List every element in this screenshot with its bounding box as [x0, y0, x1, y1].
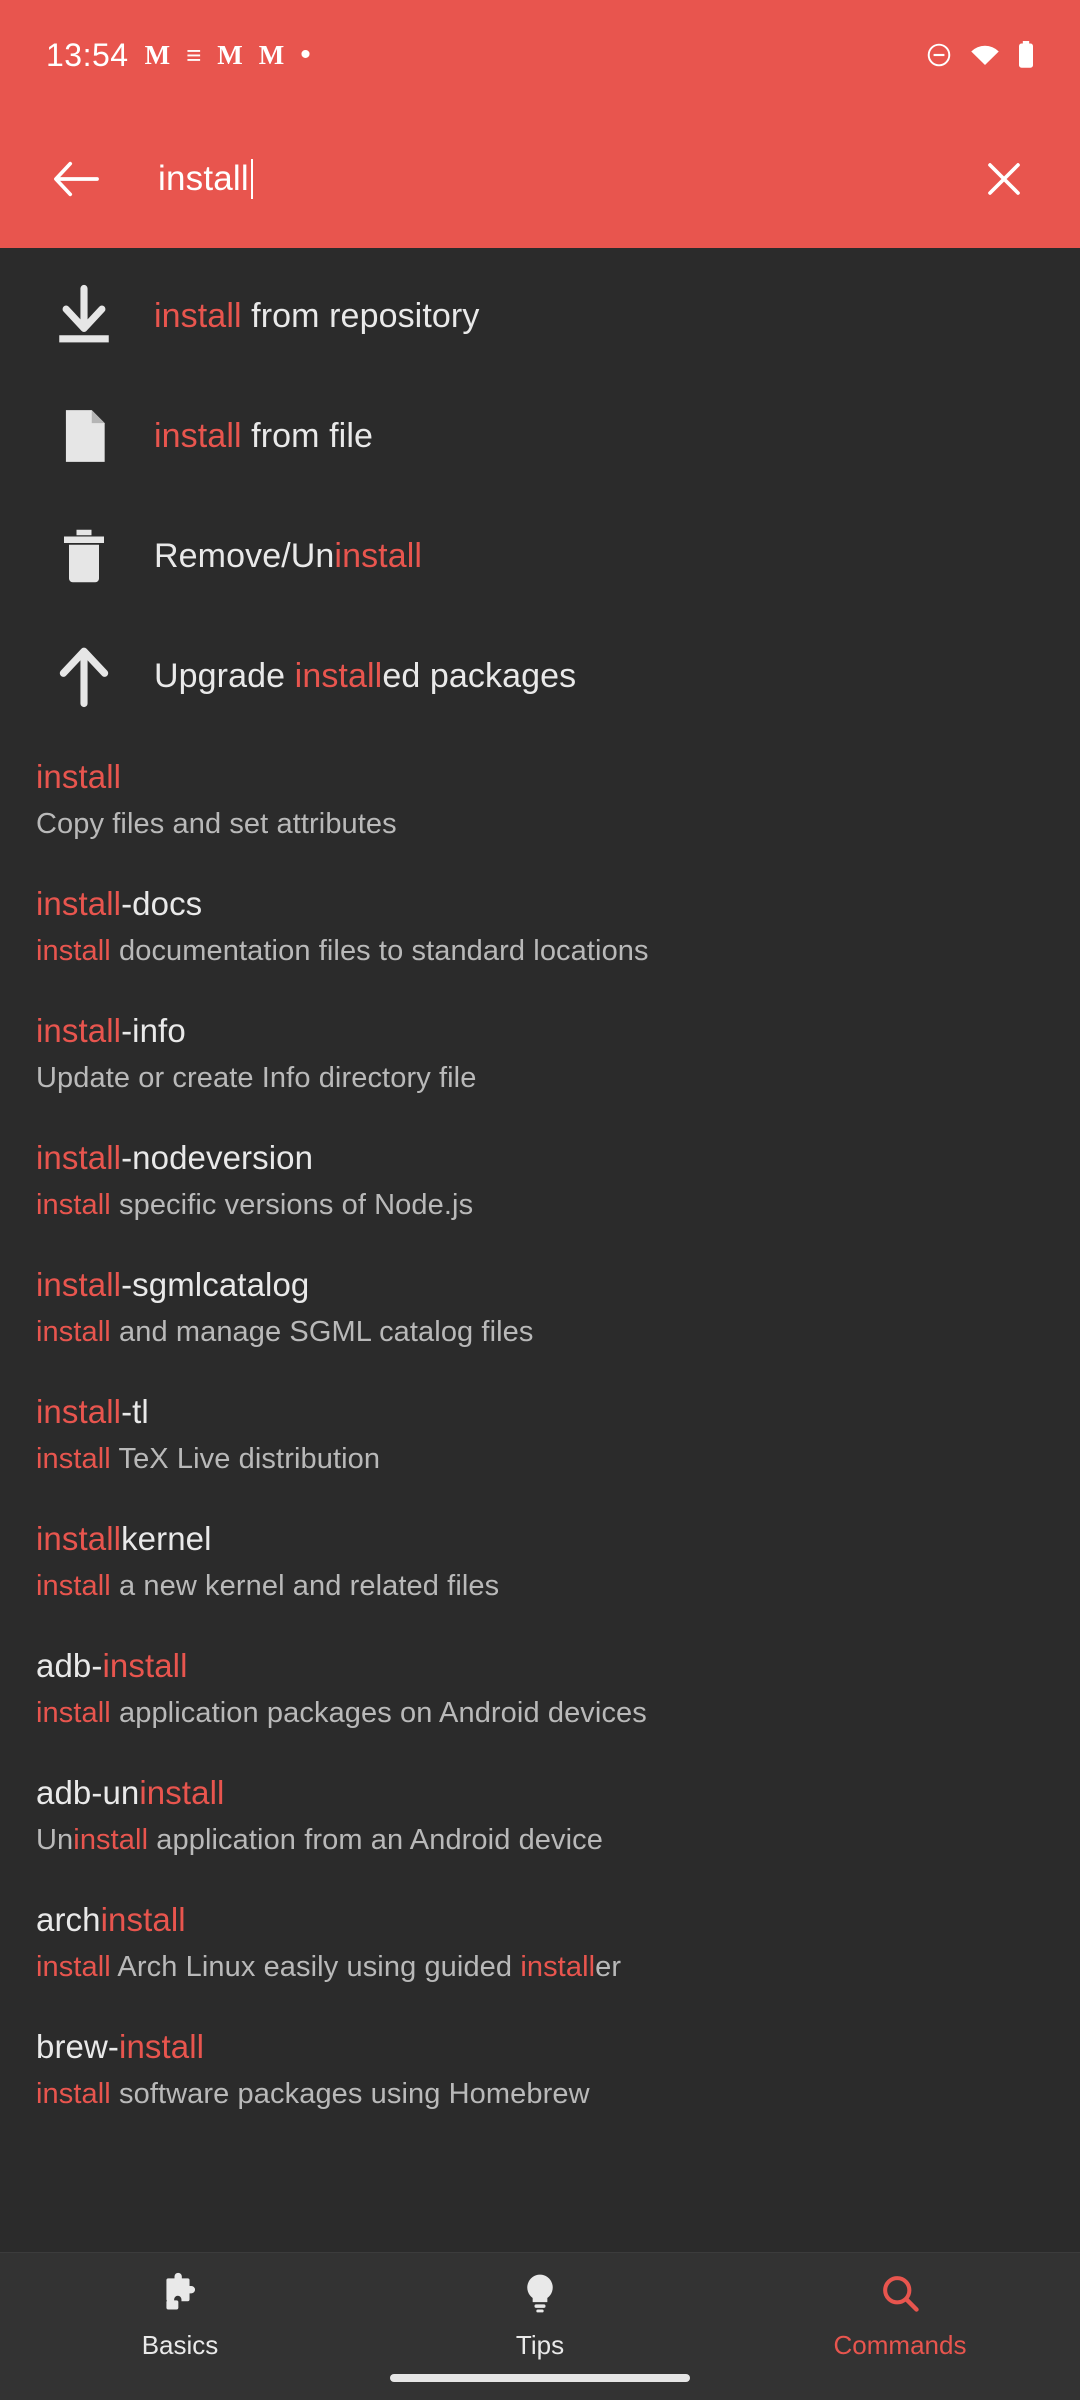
back-arrow-icon — [53, 161, 99, 197]
result-description — [36, 1570, 1044, 1603]
nav-item-basics[interactable] — [0, 2271, 360, 2361]
gmail-icon: M — [217, 39, 243, 70]
result-title — [36, 1647, 1044, 1685]
result-description — [36, 1316, 1044, 1349]
match-highlight: install — [36, 1139, 122, 1176]
status-bar-left — [46, 37, 311, 74]
match-highlight: install — [36, 1189, 111, 1221]
battery-icon — [1018, 41, 1034, 69]
result-description — [36, 1062, 1044, 1095]
text-fragment: documentation files to standard locations — [110, 935, 649, 967]
list-item[interactable] — [36, 1774, 1044, 1857]
text-fragment: -info — [121, 1012, 186, 1049]
match-highlight: install — [520, 1951, 596, 1983]
match-highlight: install — [36, 1697, 111, 1729]
action-label: install from repository — [154, 296, 480, 335]
list-item[interactable] — [36, 2028, 1044, 2111]
match-highlight: install — [36, 1393, 122, 1430]
match-highlight: install — [36, 1951, 111, 1983]
text-fragment: arch — [36, 1901, 101, 1938]
nav-item-commands[interactable] — [720, 2271, 1080, 2361]
result-description — [36, 2078, 1044, 2111]
text-fragment: Un — [36, 1824, 74, 1856]
match-highlight: install — [36, 758, 122, 795]
back-button[interactable] — [46, 149, 106, 209]
result-title — [36, 1774, 1044, 1812]
gesture-home-bar[interactable] — [390, 2374, 690, 2382]
wifi-icon — [970, 43, 1000, 67]
trash-icon — [36, 508, 132, 604]
status-bar — [0, 0, 1080, 110]
status-bar-clock: 13:54 — [46, 36, 129, 73]
close-icon — [983, 158, 1025, 200]
status-bar-right — [926, 41, 1034, 69]
text-fragment: Copy files and set attributes — [36, 808, 397, 840]
match-highlight: install — [36, 1443, 111, 1475]
clear-search-button[interactable] — [974, 149, 1034, 209]
result-description — [36, 1951, 1044, 1984]
action-install-from-repository[interactable] — [0, 256, 1080, 376]
text-fragment: adb-un — [36, 1774, 140, 1811]
search-input-value: install — [158, 159, 249, 198]
result-title — [36, 885, 1044, 923]
match-highlight: install — [36, 1570, 111, 1602]
do-not-disturb-icon — [926, 42, 952, 68]
file-icon — [36, 388, 132, 484]
text-fragment: a new kernel and related files — [110, 1570, 500, 1602]
result-description — [36, 1443, 1044, 1476]
text-fragment: application from an Android device — [148, 1824, 604, 1856]
text-fragment: er — [595, 1951, 622, 1983]
list-item[interactable] — [36, 1139, 1044, 1222]
result-title — [36, 1901, 1044, 1939]
action-label: Upgrade installed packages — [154, 656, 577, 695]
search-input[interactable] — [158, 159, 974, 199]
list-item[interactable] — [36, 1393, 1044, 1476]
result-title — [36, 1393, 1044, 1431]
search-icon — [878, 2271, 922, 2320]
result-description — [36, 1189, 1044, 1222]
match-highlight: install — [36, 885, 122, 922]
match-highlight: install — [36, 935, 111, 967]
lightbulb-icon — [518, 2271, 562, 2320]
match-highlight: install — [102, 1647, 188, 1684]
list-fade-mask — [0, 2216, 1080, 2252]
text-fragment: application packages on Android devices — [110, 1697, 647, 1729]
quick-actions-list — [0, 248, 1080, 736]
result-title — [36, 1012, 1044, 1050]
result-description — [36, 935, 1044, 968]
download-icon — [36, 268, 132, 364]
result-description — [36, 808, 1044, 841]
match-highlight: install — [119, 2028, 205, 2065]
nav-label: Commands — [833, 2330, 967, 2360]
list-icon: ≡ — [186, 40, 202, 70]
match-highlight: install — [36, 1266, 122, 1303]
match-highlight: install — [139, 1774, 225, 1811]
match-highlight: install — [100, 1901, 186, 1938]
list-item[interactable] — [36, 1647, 1044, 1730]
result-description — [36, 1824, 1044, 1857]
list-item[interactable] — [36, 1901, 1044, 1984]
gmail-icon: M — [258, 39, 285, 70]
text-fragment: software packages using Homebrew — [110, 2078, 590, 2110]
text-fragment: -tl — [121, 1393, 149, 1430]
text-fragment: adb- — [36, 1647, 103, 1684]
list-item[interactable] — [36, 758, 1044, 841]
text-fragment: TeX Live distribution — [110, 1443, 381, 1475]
text-fragment: brew- — [36, 2028, 120, 2065]
match-highlight: install — [36, 2078, 111, 2110]
puzzle-icon — [158, 2271, 202, 2320]
text-fragment: kernel — [121, 1520, 212, 1557]
nav-label: Tips — [515, 2330, 565, 2360]
match-highlight: install — [36, 1012, 122, 1049]
result-title — [36, 1266, 1044, 1304]
upload-icon — [36, 628, 132, 724]
action-label: install from file — [154, 416, 373, 455]
list-item[interactable] — [36, 1520, 1044, 1603]
dot-icon: • — [300, 38, 311, 71]
result-title — [36, 1139, 1044, 1177]
text-fragment: Update or create Info directory file — [36, 1062, 477, 1094]
result-description — [36, 1697, 1044, 1730]
text-fragment: and manage SGML catalog files — [110, 1316, 534, 1348]
gmail-icon: M — [144, 39, 171, 70]
text-fragment: -sgmlcatalog — [121, 1266, 310, 1303]
action-upgrade-installed-packages[interactable] — [0, 616, 1080, 736]
list-item[interactable] — [36, 1012, 1044, 1095]
result-title — [36, 2028, 1044, 2066]
match-highlight: install — [36, 1316, 111, 1348]
list-item[interactable] — [36, 885, 1044, 968]
text-fragment: Arch Linux easily using guided — [110, 1951, 521, 1983]
text-fragment: specific versions of Node.js — [110, 1189, 474, 1221]
action-remove-uninstall[interactable] — [0, 496, 1080, 616]
nav-label: Basics — [141, 2330, 219, 2360]
result-title — [36, 1520, 1044, 1558]
nav-item-tips[interactable] — [360, 2271, 720, 2361]
list-item[interactable] — [36, 1266, 1044, 1349]
result-title — [36, 758, 1044, 796]
text-caret — [251, 159, 253, 199]
search-bar — [0, 110, 1080, 248]
match-highlight: install — [36, 1520, 122, 1557]
text-fragment: -nodeversion — [121, 1139, 314, 1176]
action-install-from-file[interactable] — [0, 376, 1080, 496]
search-results-list — [0, 736, 1080, 2111]
action-label: Remove/Uninstall — [154, 536, 423, 575]
text-fragment: -docs — [121, 885, 203, 922]
match-highlight: install — [73, 1824, 149, 1856]
